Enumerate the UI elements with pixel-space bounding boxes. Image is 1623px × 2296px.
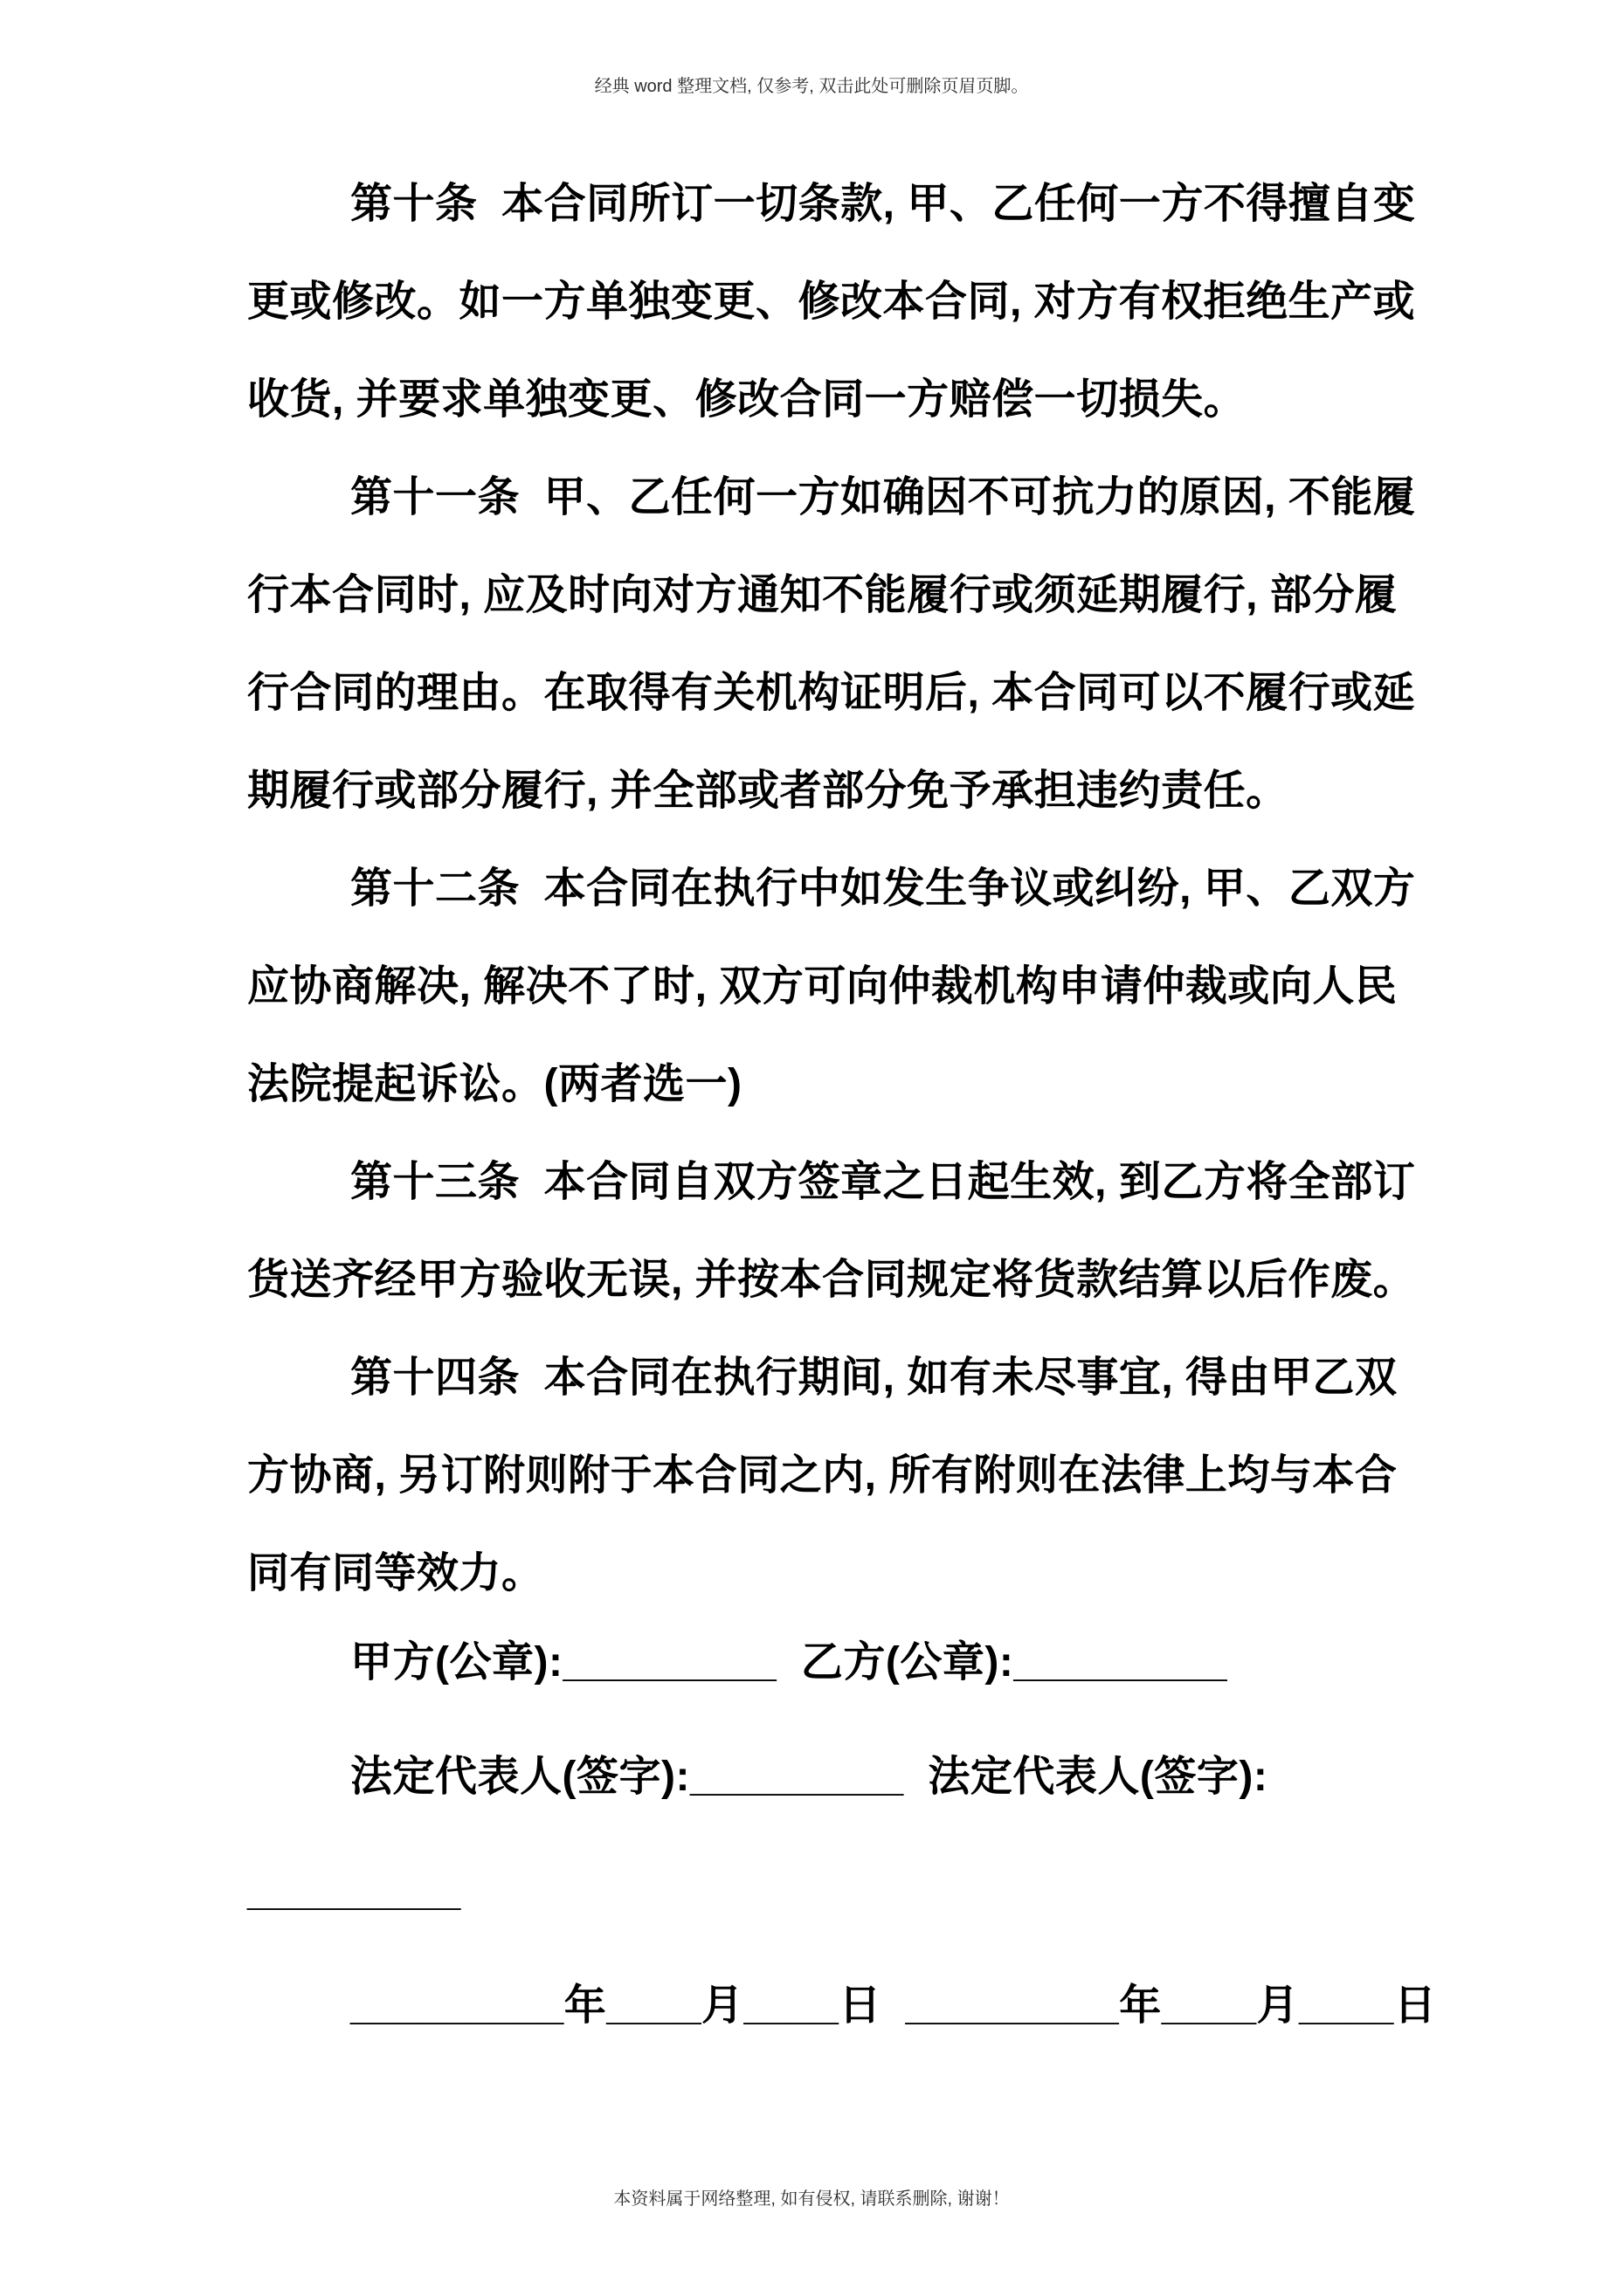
seal-signature-line: 甲方(公章):_________ 乙方(公章):_________ xyxy=(350,1639,1228,1686)
clause-line: 方协商, 另订附则附于本合同之内, 所有附则在法律上均与本合 xyxy=(247,1452,1398,1499)
clause-line: 更或修改。如一方单独变更、修改本合同, 对方有权拒绝生产或 xyxy=(247,279,1416,325)
clause-line: 第十二条 本合同在执行中如发生争议或纠纷, 甲、乙双方 xyxy=(350,865,1416,912)
clause-line: 同有同等效力。 xyxy=(247,1550,544,1596)
clause-line: 法院提起诉讼。(两者选一) xyxy=(247,1061,742,1107)
date-line: _________年____月____日 _________年____月____日 xyxy=(350,1982,1437,2029)
signature-block xyxy=(247,1605,1437,2063)
clause-line: 行合同的理由。在取得有关机构证明后, 本合同可以不履行或延 xyxy=(247,670,1416,716)
clause-line: 行本合同时, 应及时向对方通知不能履行或须延期履行, 部分履 xyxy=(247,572,1398,618)
clause-line: 第十三条 本合同自双方签章之日起生效, 到乙方将全部订 xyxy=(350,1159,1416,1205)
page-footer-note: 本资料属于网络整理, 如有侵权, 请联系删除, 谢谢！ xyxy=(613,2189,1010,2209)
clause-article-13 xyxy=(247,1134,1416,1329)
clause-article-14 xyxy=(247,1329,1398,1623)
clause-line: 货送齐经甲方验收无误, 并按本合同规定将货款结算以后作废。 xyxy=(247,1257,1416,1303)
page-header-note: 经典 word 整理文档, 仅参考, 双击此处可删除页眉页脚。 xyxy=(594,77,1029,96)
clause-line: 第十四条 本合同在执行期间, 如有未尽事宜, 得由甲乙双 xyxy=(350,1355,1398,1401)
contract-body xyxy=(247,155,1416,1623)
clause-line: 应协商解决, 解决不了时, 双方可向仲裁机构申请仲裁或向人民 xyxy=(247,963,1398,1010)
legal-representative-line: 法定代表人(签字):_________ 法定代表人(签字): xyxy=(350,1754,1268,1800)
clause-line: 期履行或部分履行, 并全部或者部分免予承担违约责任。 xyxy=(247,768,1288,814)
clause-article-10 xyxy=(247,155,1416,449)
clause-article-12 xyxy=(247,840,1416,1134)
clause-line: 收货, 并要求单独变更、修改合同一方赔偿一切损失。 xyxy=(247,376,1247,423)
clause-line: 第十条 本合同所订一切条款, 甲、乙任何一方不得擅自变 xyxy=(350,181,1416,227)
clause-line: 第十一条 甲、乙任何一方如确因不可抗力的原因, 不能履 xyxy=(350,474,1416,521)
clause-article-11 xyxy=(247,449,1416,840)
legal-representative-overflow-blank: _________ xyxy=(247,1868,461,1914)
